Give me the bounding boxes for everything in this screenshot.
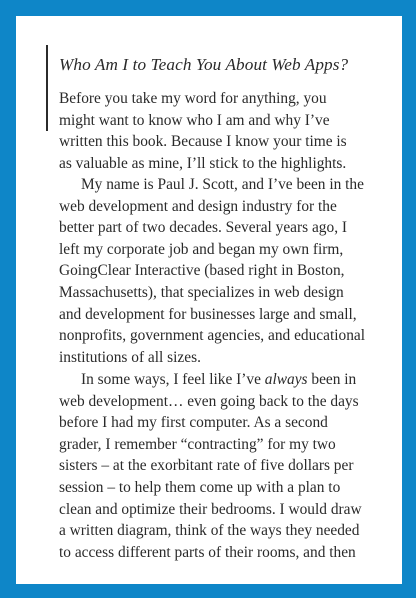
text-run: been in xyxy=(307,371,357,388)
text-line: web development and design industry for the xyxy=(59,197,337,215)
paragraph-intro xyxy=(59,88,379,174)
book-page xyxy=(16,16,402,584)
text-line: nonprofits, government agencies, and educational xyxy=(59,327,366,345)
section-rule xyxy=(46,45,48,131)
text-line: written this book. Because I know your time is xyxy=(59,133,347,151)
text-run: In some ways, I feel like I’ve xyxy=(81,371,265,388)
paragraph-bio xyxy=(59,174,379,368)
text-line: and development for businesses large and small, xyxy=(59,305,357,323)
text-line: Massachusetts), that specializes in web design xyxy=(59,283,344,301)
text-line: before I had my first computer. As a second xyxy=(59,414,328,432)
text-line: sisters – at the exorbitant rate of five dollars per xyxy=(59,457,354,475)
emphasis-text: always xyxy=(264,371,308,388)
paragraph-history xyxy=(59,369,379,563)
text-line: My name is Paul J. Scott, and I’ve been in the xyxy=(81,176,364,193)
text-line: GoingClear Interactive (based right in Boston, xyxy=(59,262,345,280)
text-line: a written diagram, think of the ways they needed xyxy=(59,522,360,540)
text-line: to access different parts of their rooms, and then xyxy=(59,543,356,561)
text-line xyxy=(59,369,379,391)
text-line: Before you take my word for anything, you xyxy=(59,90,327,107)
text-line: as valuable as mine, I’ll stick to the highlights. xyxy=(59,154,347,172)
text-line: web development… even going back to the days xyxy=(59,392,359,410)
text-line: session – to help them come up with a plan to xyxy=(59,478,341,496)
text-line: grader, I remember “contracting” for my two xyxy=(59,435,336,453)
text-line: left my corporate job and began my own firm, xyxy=(59,240,344,258)
text-line: institutions of all sizes. xyxy=(59,348,201,366)
text-line: better part of two decades. Several years ago, I xyxy=(59,219,348,237)
text-line: might want to know who I am and why I’ve xyxy=(59,111,330,129)
section-heading: Who Am I to Teach You About Web Apps? xyxy=(59,55,349,74)
text-line: clean and optimize their bedrooms. I would draw xyxy=(59,500,362,518)
